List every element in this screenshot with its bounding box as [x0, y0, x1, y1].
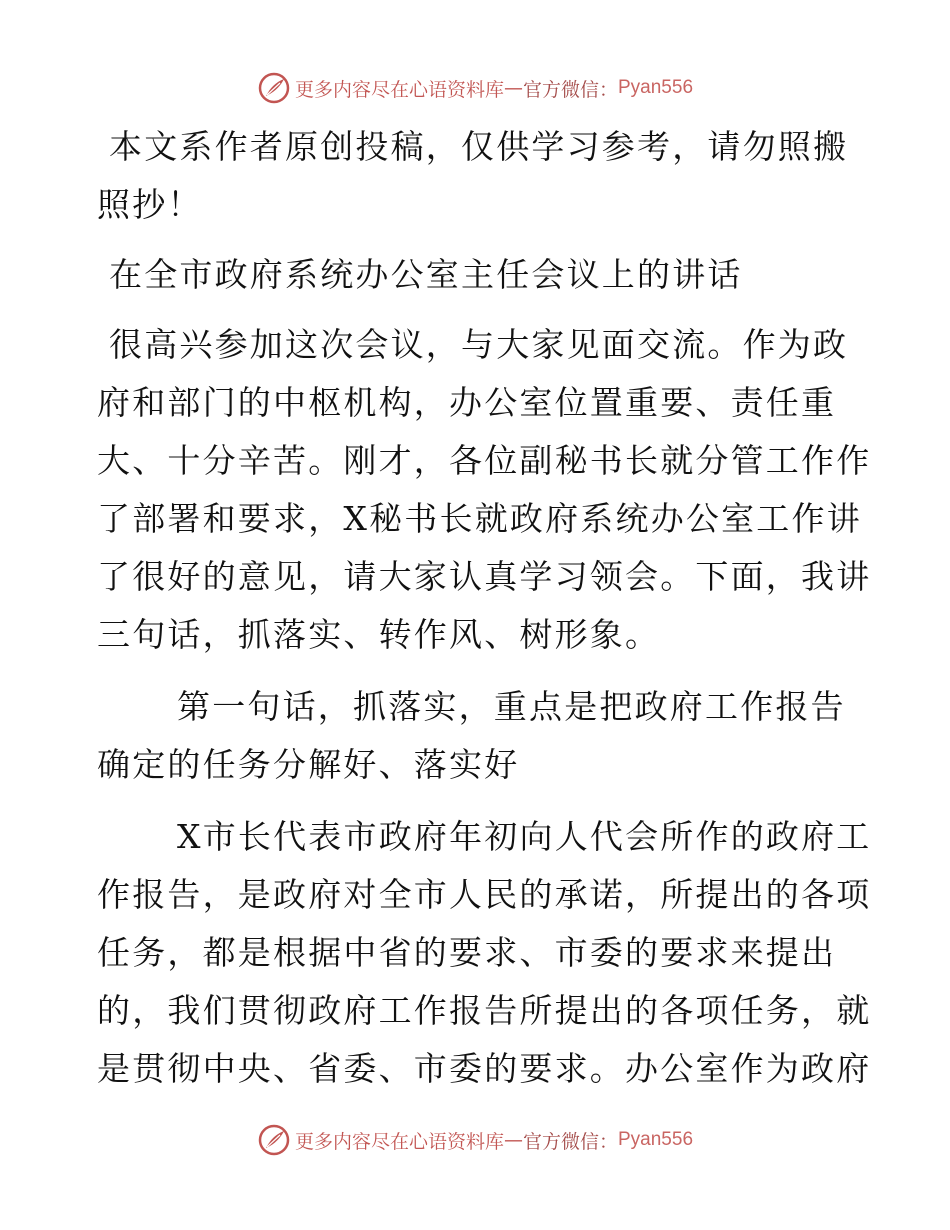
paragraph-line: 了很好的意见，请大家认真学习领会。下面，我讲 [97, 557, 872, 596]
feather-circle-icon [257, 1123, 291, 1157]
section-1-heading [97, 678, 857, 794]
watermark-text: 更多内容尽在心语资料库 [294, 78, 504, 101]
document-body [97, 118, 872, 1098]
heading-line: 确定的任务分解好、落实好 [97, 745, 520, 784]
watermark-wechat-label: 官方微信： [522, 1130, 618, 1153]
paragraph-line: 任务，都是根据中省的要求、市委的要求来提出 [97, 933, 837, 972]
paragraph-line: 作报告，是政府对全市人民的承诺，所提出的各项 [97, 875, 872, 914]
heading-line: 第一句话，抓落实，重点是把政府工作报告 [177, 687, 846, 726]
speech-title: 在全市政府系统办公室主任会议上的讲话 [109, 255, 743, 294]
paragraph-line: 很高兴参加这次会议，与大家见面交流。作为政 [109, 325, 849, 364]
watermark-text: 更多内容尽在心语资料库 [294, 1130, 504, 1153]
paragraph-line: 大、十分辛苦。刚才，各位副秘书长就分管工作作 [97, 441, 872, 480]
watermark-dash: — [503, 1129, 523, 1151]
paragraph-line: 是贯彻中央、省委、市委的要求。办公室作为政府 [97, 1049, 872, 1088]
watermark-header [0, 68, 950, 108]
intro-paragraph [97, 316, 872, 664]
notice [97, 118, 857, 234]
paragraph-line: 府和部门的中枢机构，办公室位置重要、责任重 [97, 383, 837, 422]
watermark-footer [0, 1120, 950, 1160]
section-1-paragraph [97, 808, 872, 1098]
paragraph-line: 了部署和要求，X秘书长就政府系统办公室工作讲 [97, 499, 862, 538]
feather-circle-icon [257, 71, 291, 105]
watermark-wechat-id: Pyan556 [618, 77, 694, 98]
watermark-dash: — [503, 77, 523, 99]
paragraph-line: 三句话，抓落实、转作风、树形象。 [97, 615, 661, 654]
paragraph-line: X市长代表市政府年初向人代会所作的政府工 [177, 817, 872, 856]
watermark-wechat-label: 官方微信： [522, 78, 618, 101]
notice-line: 本文系作者原创投稿，仅供学习参考，请勿照搬 [109, 127, 849, 166]
notice-line: 照抄！ [97, 185, 203, 224]
paragraph-line: 的，我们贯彻政府工作报告所提出的各项任务，就 [97, 991, 872, 1030]
watermark-wechat-id: Pyan556 [618, 1129, 694, 1150]
